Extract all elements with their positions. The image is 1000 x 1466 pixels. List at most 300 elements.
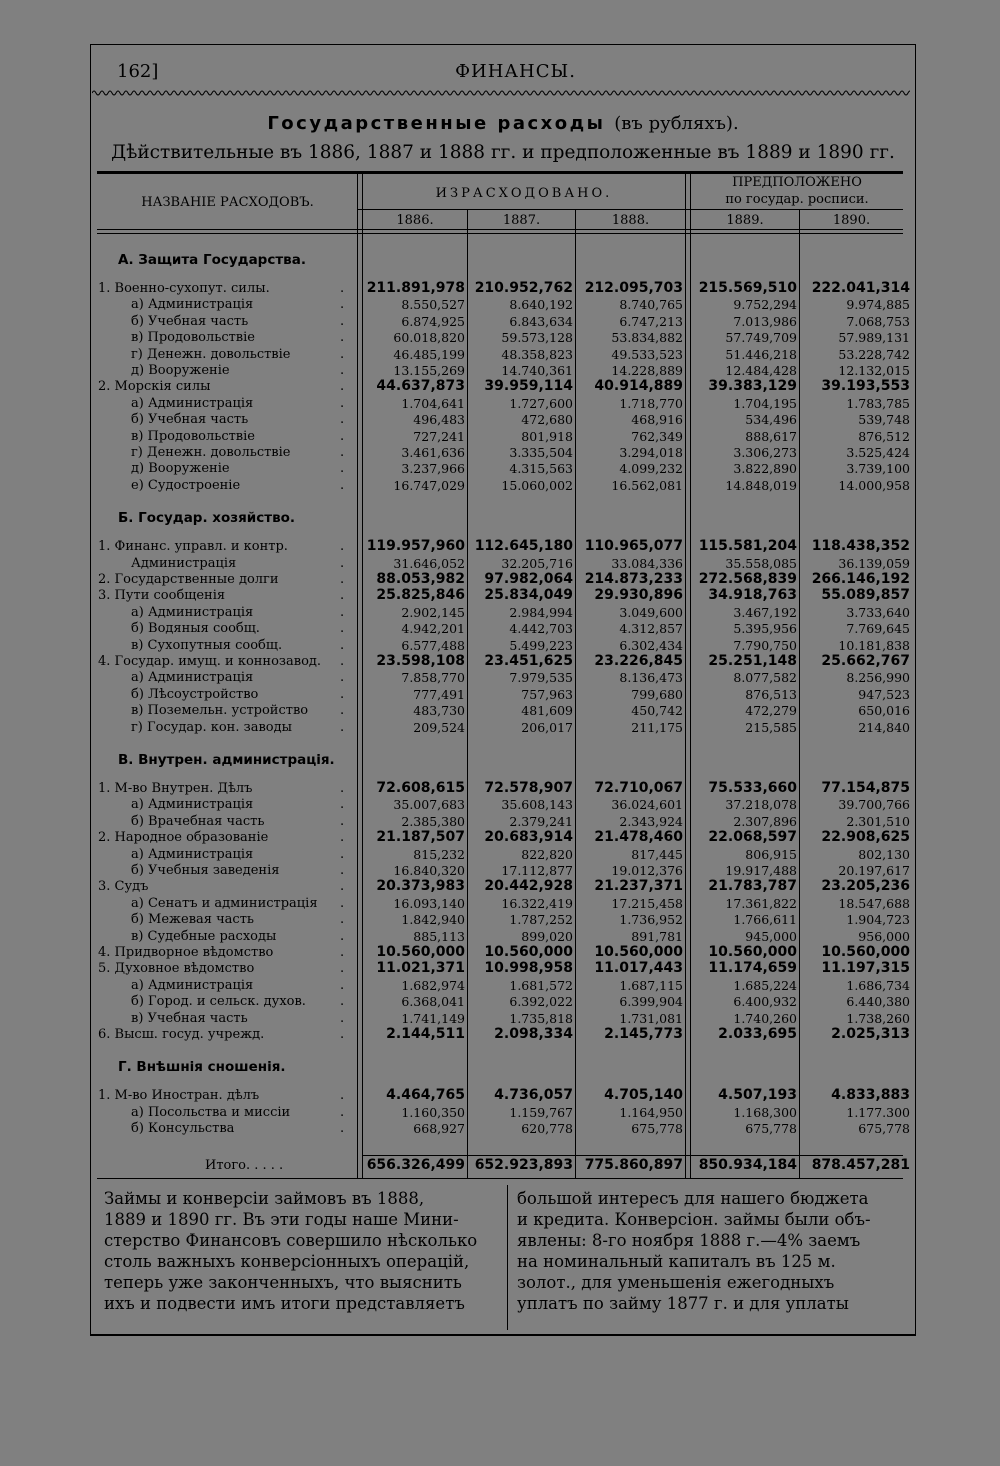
cell-value: 762,349: [631, 428, 683, 444]
leader-dots: .: [340, 703, 345, 719]
cell-value: 16.562,081: [611, 477, 683, 493]
row-label: г) Денежн. довольствіе: [131, 445, 291, 460]
cell-value: 8.640,192: [509, 297, 573, 313]
leader-dots: .: [340, 1104, 345, 1120]
text-column-right: [517, 1188, 913, 1314]
cell-value: 97.982,064: [484, 571, 573, 587]
leader-dots: .: [340, 297, 345, 313]
cell-value: 112.645,180: [474, 538, 573, 555]
cell-value: 3.049,600: [619, 604, 683, 620]
cell-value: 32.205,716: [501, 555, 573, 571]
cell-value: 60.018,820: [393, 330, 465, 346]
leader-dots: .: [340, 363, 345, 378]
row-label: 2. Государственные долги: [98, 572, 279, 587]
cell-value: 2.301,510: [846, 813, 910, 829]
cell-value: 46.485,199: [393, 346, 465, 362]
year-1887: 1887.: [502, 213, 541, 228]
cell-value: 1.842,940: [401, 912, 465, 928]
cell-value: 8.077,582: [733, 670, 797, 686]
text-line: и кредита. Конверсіон. займы были объ-: [517, 1210, 871, 1229]
cell-value: 16.093,140: [393, 895, 465, 911]
cell-value: 1.687,115: [619, 977, 683, 993]
cell-value: 17.112,877: [501, 863, 573, 878]
cell-value: 1.741,149: [401, 1010, 465, 1026]
cell-value: 4.736,057: [494, 1087, 573, 1104]
cell-value: 876,513: [745, 686, 797, 702]
cell-value: 2.343,924: [619, 813, 683, 829]
cell-value: 1.685,224: [733, 977, 797, 993]
cell-value: 483,730: [413, 703, 465, 719]
cell-value: 888,617: [745, 428, 797, 444]
cell-value: 35.558,085: [725, 555, 797, 571]
cell-value: 25.834,049: [484, 587, 573, 604]
text-column-divider: [507, 1185, 508, 1330]
cell-value: 10.560,000: [484, 944, 573, 960]
cell-value: 1.164,950: [619, 1104, 683, 1120]
cell-value: 822,820: [521, 846, 573, 862]
cell-value: 11.174,659: [708, 960, 797, 977]
title-main: Государственные расходы: [267, 113, 606, 134]
header-bottom-rule-2: [97, 233, 903, 234]
leader-dots: .: [340, 572, 345, 587]
cell-value: 39.193,553: [821, 378, 910, 395]
cell-value: 19.917,488: [725, 863, 797, 878]
leader-dots: .: [340, 654, 345, 669]
row-label: б) Учебныя заведенія: [131, 863, 280, 878]
cell-value: 23.451,625: [484, 653, 573, 669]
row-label: б) Консульства: [131, 1121, 235, 1137]
cell-value: 2.145,773: [604, 1026, 683, 1042]
cell-value: 2.385,380: [401, 813, 465, 829]
cell-value: 3.237,966: [401, 461, 465, 477]
leader-dots: .: [340, 588, 345, 604]
row-label: в) Учебная часть: [131, 1010, 248, 1026]
cell-value: 1.177.300: [846, 1104, 910, 1120]
cell-value: 272.568,839: [698, 571, 797, 587]
cell-value: 10.560,000: [708, 944, 797, 960]
cell-value: 22.908,625: [821, 829, 910, 846]
total-value: 652.923,893: [474, 1157, 573, 1173]
cell-value: 14.740,361: [501, 363, 573, 378]
cell-value: 211.891,978: [366, 280, 465, 296]
leader-dots: .: [340, 461, 345, 477]
cell-value: 37.218,078: [725, 797, 797, 813]
cell-value: 650,016: [858, 703, 910, 719]
row-label: а) Администрація: [131, 297, 254, 313]
year-1886: 1886.: [396, 213, 434, 228]
cell-value: 222.041,314: [811, 280, 910, 296]
cell-value: 7.790,750: [733, 637, 797, 653]
cell-value: 51.446,218: [725, 346, 797, 362]
leader-dots: .: [340, 379, 345, 395]
cell-value: 12.484,428: [725, 363, 797, 378]
cell-value: 31.646,052: [393, 555, 465, 571]
cell-value: 6.747,213: [619, 313, 683, 329]
cell-value: 9.974,885: [846, 297, 910, 313]
cell-value: 2.098,334: [494, 1026, 573, 1042]
cell-value: 11.017,443: [594, 960, 683, 977]
section-title: Б. Государ. хозяйство.: [118, 510, 296, 527]
cell-value: 21.237,371: [594, 878, 683, 895]
leader-dots: .: [340, 445, 345, 460]
cell-value: 1.787,252: [509, 912, 573, 928]
leader-dots: .: [340, 1010, 345, 1026]
cell-value: 119.957,960: [366, 538, 465, 555]
cell-value: 21.478,460: [594, 829, 683, 846]
leader-dots: .: [340, 977, 345, 993]
leader-dots: .: [340, 912, 345, 928]
row-label: г) Государ. кон. заводы: [131, 719, 292, 735]
text-line: уплатъ по займу 1877 г. и для уплаты: [517, 1294, 849, 1313]
leader-dots: .: [340, 670, 345, 686]
cell-value: 6.400,932: [733, 994, 797, 1010]
row-label: б) Город. и сельск. духов.: [131, 994, 306, 1010]
cell-value: 110.965,077: [584, 538, 683, 555]
leader-dots: .: [340, 346, 345, 362]
cell-value: 25.662,767: [821, 653, 910, 669]
cell-value: 8.136,473: [619, 670, 683, 686]
cell-value: 1.682,974: [401, 977, 465, 993]
cell-value: 8.256,990: [846, 670, 910, 686]
cell-value: 215,585: [745, 719, 797, 735]
cell-value: 215.569,510: [698, 280, 797, 296]
col-header-spent: ИЗРАСХОДОВАНО.: [435, 186, 613, 201]
leader-dots: .: [340, 313, 345, 329]
row-label: а) Администрація: [131, 797, 254, 813]
row-label: б) Учебная часть: [131, 313, 249, 329]
total-top-rule: [362, 1155, 903, 1156]
cell-value: 19.012,376: [611, 863, 683, 878]
leader-dots: .: [340, 477, 345, 493]
cell-value: 4.464,765: [386, 1087, 465, 1104]
row-label: а) Администрація: [131, 604, 254, 620]
table-bottom-rule: [97, 1178, 903, 1179]
cell-value: 1.740,260: [733, 1010, 797, 1026]
cell-value: 2.902,145: [401, 604, 465, 620]
cell-value: 4.507,193: [718, 1087, 797, 1104]
section-title: Г. Внѣшнія сношенія.: [118, 1059, 286, 1076]
cell-value: 3.739,100: [846, 461, 910, 477]
cell-value: 450,742: [631, 703, 683, 719]
cell-value: 211,175: [631, 719, 683, 735]
row-label: в) Сухопутныя сообщ.: [131, 637, 283, 653]
cell-value: 1.735,818: [509, 1010, 573, 1026]
cell-value: 3.294,018: [619, 445, 683, 460]
row-label: е) Судостроеніе: [131, 477, 241, 493]
cell-value: 20.683,914: [484, 829, 573, 846]
cell-value: 25.825,846: [376, 587, 465, 604]
cell-value: 3.525,424: [846, 445, 910, 460]
cell-value: 10.560,000: [594, 944, 683, 960]
year-1888: 1888.: [611, 213, 650, 228]
cell-value: 945,000: [745, 928, 797, 944]
cell-value: 2.307,896: [733, 813, 797, 829]
leader-dots: .: [340, 719, 345, 735]
row-label: а) Администрація: [131, 670, 254, 686]
cell-value: 899,020: [521, 928, 573, 944]
cell-value: 5.499,223: [509, 637, 573, 653]
page-number: 162]: [117, 61, 159, 82]
cell-value: 12.132,015: [838, 363, 910, 378]
section-title: В. Внутрен. администрація.: [118, 752, 335, 768]
row-label: 3. Судъ: [98, 879, 149, 895]
row-label: 1. Военно-сухопут. силы.: [98, 281, 270, 296]
cell-value: 39.959,114: [484, 378, 573, 395]
cell-value: 817,445: [631, 846, 683, 862]
cell-value: 6.440,380: [846, 994, 910, 1010]
leader-dots: .: [340, 686, 345, 702]
cell-value: 956,000: [858, 928, 910, 944]
cell-value: 801,918: [521, 428, 573, 444]
cell-value: 2.984,994: [509, 604, 573, 620]
cell-value: 53.228,742: [838, 346, 910, 362]
cell-value: 209,524: [413, 719, 465, 735]
year-1890: 1890.: [832, 213, 871, 228]
row-label: Администрація: [131, 555, 237, 571]
row-label: в) Продовольствіе: [131, 428, 255, 444]
cell-value: 8.550,527: [401, 297, 465, 313]
cell-value: 1.731,081: [619, 1010, 683, 1026]
cell-value: 1.168,300: [733, 1104, 797, 1120]
total-value: 878.457,281: [811, 1157, 910, 1173]
cell-value: 1.718,770: [619, 395, 683, 411]
cell-value: 57.749,709: [725, 330, 797, 346]
cell-value: 36.139,059: [838, 555, 910, 571]
text-line: на номинальный капиталъ въ 125 м.: [517, 1252, 836, 1271]
cell-value: 7.769,645: [846, 621, 910, 637]
cell-value: 4.442,703: [509, 621, 573, 637]
cell-value: 6.874,925: [401, 313, 465, 329]
years-rule: [358, 209, 903, 210]
cell-value: 620,778: [521, 1121, 573, 1137]
cell-value: 1.766,611: [733, 912, 797, 928]
row-label: 4. Государ. имущ. и коннозавод.: [98, 654, 322, 669]
cell-value: 6.843,634: [509, 313, 573, 329]
cell-value: 947,523: [858, 686, 910, 702]
cell-value: 1.704,641: [401, 395, 465, 411]
text-line: теперь уже законченныхъ, что выяснить: [104, 1273, 462, 1292]
row-label: д) Вооруженіе: [131, 461, 230, 477]
leader-dots: .: [340, 412, 345, 428]
cell-value: 48.358,823: [501, 346, 573, 362]
cell-value: 4.099,232: [619, 461, 683, 477]
leader-dots: .: [340, 945, 345, 960]
text-line: большой интересъ для нашего бюджета: [517, 1189, 869, 1208]
cell-value: 777,491: [413, 686, 465, 702]
cell-value: 59.573,128: [501, 330, 573, 346]
cell-value: 23.598,108: [376, 653, 465, 669]
title-unit: (въ рубляхъ).: [614, 113, 739, 134]
cell-value: 472,680: [521, 412, 573, 428]
row-label: 6. Высш. госуд. учрежд.: [98, 1027, 265, 1042]
cell-value: 3.461,636: [401, 445, 465, 460]
row-label: б) Врачебная часть: [131, 813, 265, 829]
cell-value: 57.989,131: [838, 330, 910, 346]
cell-value: 885,113: [413, 928, 465, 944]
cell-value: 3.733,640: [846, 604, 910, 620]
cell-value: 16.840,320: [393, 863, 465, 878]
cell-value: 472,279: [745, 703, 797, 719]
cell-value: 39.700,766: [838, 797, 910, 813]
cell-value: 6.577,488: [401, 637, 465, 653]
cell-value: 675,778: [745, 1121, 797, 1137]
cell-value: 10.560,000: [376, 944, 465, 960]
col-header-name: НАЗВАНІЕ РАСХОДОВЪ.: [141, 195, 314, 210]
leader-dots: .: [340, 994, 345, 1010]
cell-value: 3.335,504: [509, 445, 573, 460]
cell-value: 675,778: [631, 1121, 683, 1137]
row-label: 1. М-во Иностран. дѣлъ: [98, 1088, 260, 1104]
cell-value: 6.368,041: [401, 994, 465, 1010]
cell-value: 481,609: [521, 703, 573, 719]
cell-value: 118.438,352: [811, 538, 910, 555]
cell-value: 4.942,201: [401, 621, 465, 637]
cell-value: 75.533,660: [708, 780, 797, 796]
row-label: б) Межевая часть: [131, 912, 254, 928]
cell-value: 266.146,192: [811, 571, 910, 587]
cell-value: 20.373,983: [376, 878, 465, 895]
cell-value: 876,512: [858, 428, 910, 444]
cell-value: 35.007,683: [393, 797, 465, 813]
cell-value: 212.095,703: [584, 280, 683, 296]
col-header-planned: ПРЕДПОЛОЖЕНО: [732, 175, 862, 190]
cell-value: 13.155,269: [393, 363, 465, 378]
cell-value: 4.315,563: [509, 461, 573, 477]
cell-value: 10.181,838: [838, 637, 910, 653]
cell-value: 29.930,896: [594, 587, 683, 604]
cell-value: 40.914,889: [594, 378, 683, 395]
cell-value: 2.144,511: [386, 1026, 465, 1042]
leader-dots: .: [340, 637, 345, 653]
cell-value: 10.560,000: [821, 944, 910, 960]
cell-value: 7.858,770: [401, 670, 465, 686]
leader-dots: .: [340, 555, 345, 571]
cell-value: 14.000,958: [838, 477, 910, 493]
cell-value: 1.736,952: [619, 912, 683, 928]
cell-value: 4.705,140: [604, 1087, 683, 1104]
cell-value: 815,232: [413, 846, 465, 862]
leader-dots: .: [340, 281, 345, 296]
cell-value: 6.392,022: [509, 994, 573, 1010]
leader-dots: .: [340, 830, 345, 846]
cell-value: 1.904,723: [846, 912, 910, 928]
cell-value: 1.681,572: [509, 977, 573, 993]
cell-value: 1.159,767: [509, 1104, 573, 1120]
cell-value: 6.302,434: [619, 637, 683, 653]
cell-value: 757,963: [521, 686, 573, 702]
cell-value: 6.399,904: [619, 994, 683, 1010]
cell-value: 39.383,129: [708, 378, 797, 395]
table-title: [90, 113, 916, 134]
cell-value: 891,781: [631, 928, 683, 944]
cell-value: 5.395,956: [733, 621, 797, 637]
cell-value: 8.740,765: [619, 297, 683, 313]
cell-value: 20.197,617: [838, 863, 910, 878]
leader-dots: .: [340, 621, 345, 637]
cell-value: 53.834,882: [611, 330, 683, 346]
cell-value: 806,915: [745, 846, 797, 862]
cell-value: 23.226,845: [594, 653, 683, 669]
cell-value: 1.704,195: [733, 395, 797, 411]
leader-dots: .: [340, 813, 345, 829]
cell-value: 72.608,615: [376, 780, 465, 796]
leader-dots: .: [340, 797, 345, 813]
row-label: а) Администрація: [131, 846, 254, 862]
leader-dots: .: [340, 895, 345, 911]
cell-value: 18.547,688: [838, 895, 910, 911]
table-subtitle: Дѣйствительные въ 1886, 1887 и 1888 гг. и предположенные въ 1889 и 1890 гг.: [111, 142, 895, 163]
cell-value: 36.024,601: [611, 797, 683, 813]
cell-value: 2.379,241: [509, 813, 573, 829]
row-label: г) Денежн. довольствіе: [131, 346, 291, 362]
cell-value: 214.873,233: [584, 571, 683, 587]
row-label: а) Сенатъ и администрація: [131, 895, 318, 911]
cell-value: 1.738,260: [846, 1010, 910, 1026]
cell-value: 16.322,419: [501, 895, 573, 911]
leader-dots: .: [340, 961, 345, 977]
leader-dots: .: [340, 863, 345, 878]
row-label: 2. Морскія силы: [98, 379, 211, 395]
cell-value: 14.228,889: [611, 363, 683, 378]
cell-value: 49.533,523: [611, 346, 683, 362]
cell-value: 3.306,273: [733, 445, 797, 460]
cell-value: 22.068,597: [708, 829, 797, 846]
cell-value: 25.251,148: [708, 653, 797, 669]
table-top-rule: [97, 171, 903, 174]
cell-value: 1.686,734: [846, 977, 910, 993]
row-label: а) Администрація: [131, 395, 254, 411]
cell-value: 2.033,695: [718, 1026, 797, 1042]
cell-value: 534,496: [745, 412, 797, 428]
cell-value: 468,916: [631, 412, 683, 428]
cell-value: 21.187,507: [376, 829, 465, 846]
row-label: 1. Финанс. управл. и контр.: [98, 539, 288, 555]
cell-value: 210.952,762: [474, 280, 573, 296]
total-value: 775.860,897: [584, 1157, 683, 1173]
cell-value: 55.089,857: [821, 587, 910, 604]
row-label: 4. Придворное вѣдомство: [98, 945, 274, 960]
cell-value: 1.783,785: [846, 395, 910, 411]
row-label: в) Судебные расходы: [131, 928, 277, 944]
cell-value: 77.154,875: [821, 780, 910, 796]
wavy-rule: [92, 88, 910, 98]
cell-value: 2.025,313: [831, 1026, 910, 1042]
section-title: А. Защита Государства.: [118, 252, 306, 268]
col-divider: [685, 172, 686, 1178]
cell-value: 496,483: [413, 412, 465, 428]
leader-dots: .: [340, 1088, 345, 1104]
cell-value: 214,840: [858, 719, 910, 735]
row-label: а) Администрація: [131, 977, 254, 993]
cell-value: 10.998,958: [484, 960, 573, 977]
cell-value: 675,778: [858, 1121, 910, 1137]
cell-value: 23.205,236: [821, 878, 910, 895]
row-label: а) Посольства и миссіи: [131, 1104, 291, 1120]
leader-dots: .: [340, 846, 345, 862]
cell-value: 1.160,350: [401, 1104, 465, 1120]
row-label: 1. М-во Внутрен. Дѣлъ: [98, 781, 253, 796]
cell-value: 206,017: [521, 719, 573, 735]
cell-value: 21.783,787: [708, 878, 797, 895]
cell-value: 802,130: [858, 846, 910, 862]
cell-value: 7.979,535: [509, 670, 573, 686]
cell-value: 4.833,883: [831, 1087, 910, 1104]
cell-value: 17.215,458: [611, 895, 683, 911]
cell-value: 11.197,315: [821, 960, 910, 977]
cell-value: 72.710,067: [594, 780, 683, 796]
row-label: д) Вооруженіе: [131, 363, 230, 378]
cell-value: 7.013,986: [733, 313, 797, 329]
